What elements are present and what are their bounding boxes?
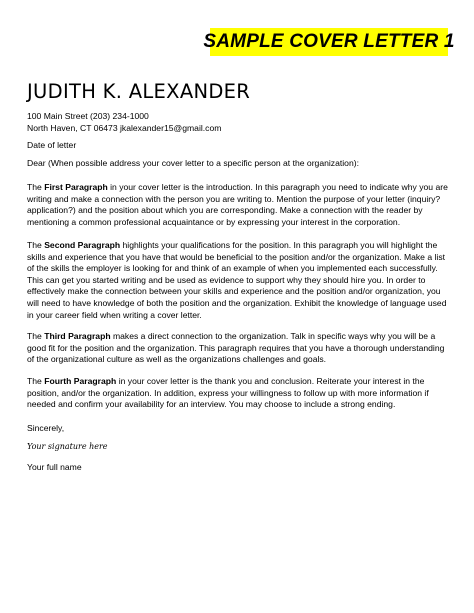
applicant-name: JUDITH K. ALEXANDER: [27, 80, 251, 103]
address-line-2: North Haven, CT 06473 jkalexander15@gmail.com: [27, 122, 222, 133]
salutation: Dear (When possible address your cover letter to a specific person at the organization):: [27, 158, 359, 168]
signature: Your signature here: [27, 442, 108, 451]
full-name: Your full name: [27, 462, 82, 472]
p2-pre: The: [27, 240, 45, 250]
p1-pre: The: [27, 182, 45, 192]
paragraph-fourth: [27, 376, 450, 411]
p3-body: makes a direct connection to the organization. Talk in specific ways why you will be a good fit for the position and the organization. This paragraph requires that you have a thorough understanding of the organizational culture as well as the organizations challenges and goals.: [27, 331, 445, 365]
contact-block: [27, 111, 450, 134]
closing: Sincerely,: [27, 423, 65, 433]
p2-label: Second Paragraph: [44, 240, 121, 250]
title-banner: [203, 28, 455, 56]
letter-date: Date of letter: [27, 140, 77, 150]
p3-label: Third Paragraph: [44, 331, 111, 341]
p3-pre: The: [27, 331, 45, 341]
document-title: SAMPLE COVER LETTER 1: [203, 31, 455, 52]
paragraph-first: [27, 182, 450, 228]
p4-body: in your cover letter is the thank you and conclusion. Reiterate your interest in the position, and/or the organization. In addition, express your willingness to follow up with more information if needed and confirm your availability for an interview. You may choose to include a strong ending.: [27, 376, 429, 410]
p1-body: in your cover letter is the introduction. In this paragraph you need to indicate why you are writing and make a connection with the person you are writing to. Mention the purpose of your letter (inquiry? application?) and the position about which you are corresponding. Make a connection with the reader by mentioning a common professional acquaintance or by expressing your interest in the corporation.: [27, 182, 448, 227]
p2-body: highlights your qualifications for the position. In this paragraph you will highlight the skills and experience that you have that would be beneficial to the position and/or the organization. Make a list of the skills the employer is looking for and think of an example of when you implemented each successfully. This can get you started writing and be used as evidence to support why they should hire you. In order to effectively make the connection between your skills and experience and the position and/or organization, you will need to have knowledge of both the position and the organization. Exhibit the knowledge of language used in your career field when writing a cover letter.: [27, 240, 447, 320]
address-line-1: 100 Main Street (203) 234-1000: [27, 111, 149, 121]
p4-pre: The: [27, 376, 45, 386]
paragraph-third: [27, 331, 450, 366]
paragraph-second: [27, 240, 450, 321]
p1-label: First Paragraph: [44, 182, 108, 192]
p4-label: Fourth Paragraph: [44, 376, 117, 386]
